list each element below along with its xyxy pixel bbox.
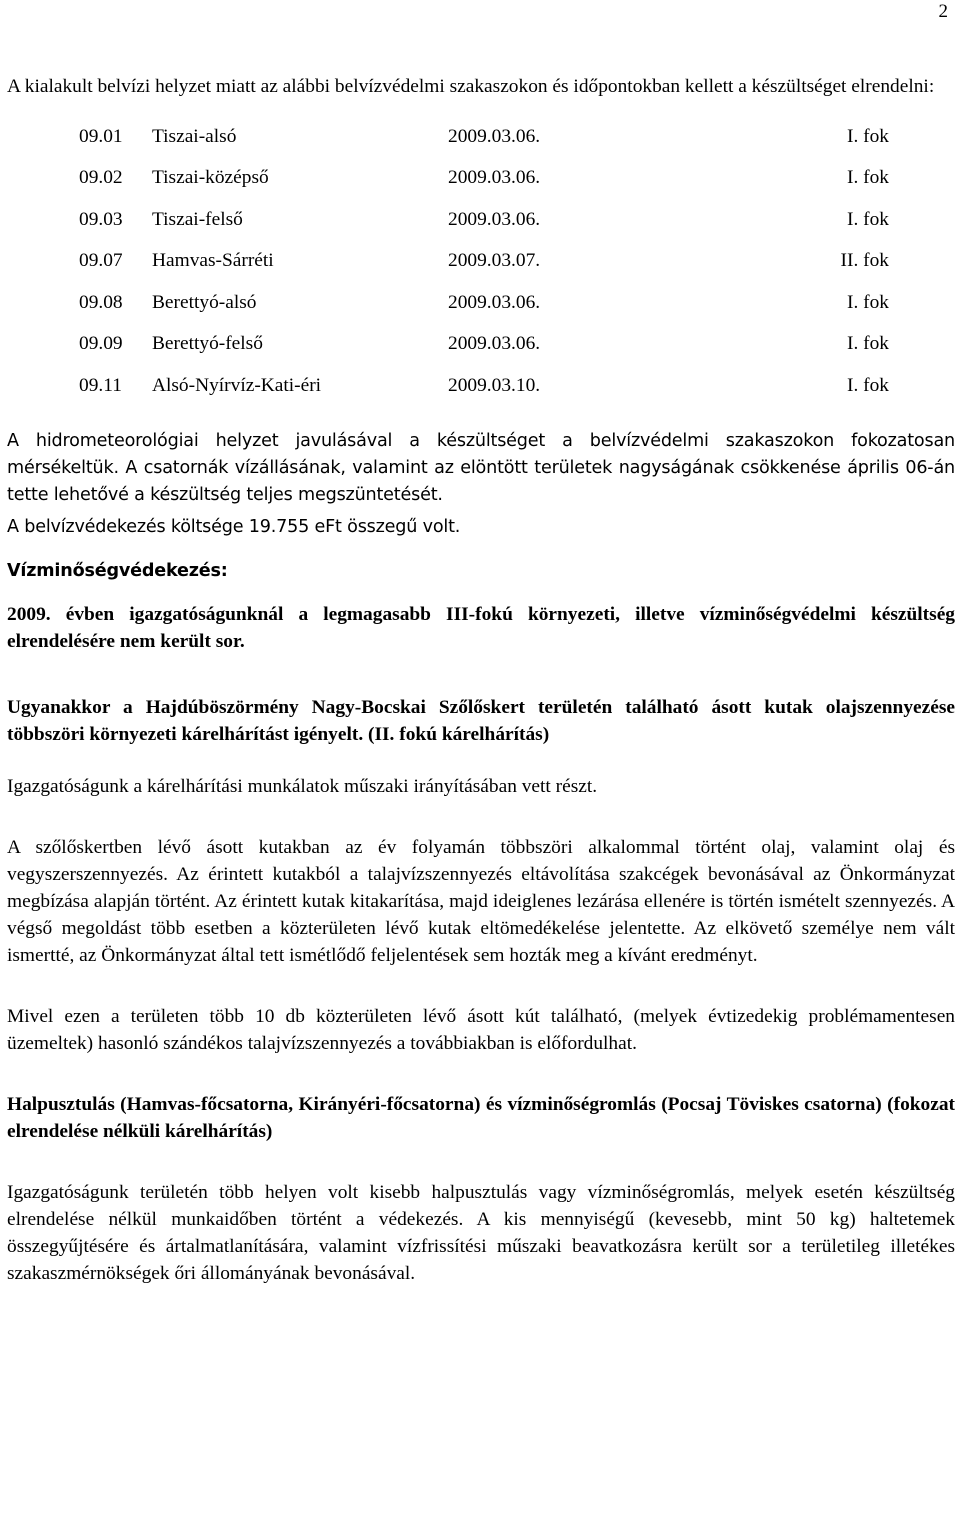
table-row (79, 199, 889, 241)
section-code: 09.11 (79, 374, 122, 396)
section-level: I. fok (846, 374, 889, 396)
section-level: I. fok (846, 208, 889, 230)
intro-paragraph: A kialakult belvízi helyzet miatt az alábbi belvízvédelmi szakaszokon és időpontokban kellett a készültséget elrendelni: (7, 76, 935, 97)
section-code: 09.09 (79, 333, 123, 355)
section-date: 2009.03.07. (448, 250, 541, 272)
section-level: I. fok (846, 291, 889, 313)
hidrometeorology-paragraph: A hidrometeorológiai helyzet javulásával a készültséget a belvízvédelmi szakaszokon fokozatosan mérsékeltük. A csatornák vízállásának, valamint az elöntött területek nagyságának csökkenése április 06-án tette lehetővé a készültség teljes megszüntetését. (7, 430, 955, 505)
table-row (79, 282, 889, 324)
szoloskert-paragraph: A szőlőskertben lévő ásott kutakban az év folyamán többszöri alkalommal történt olaj, valamint olaj és vegyszerszennyezés. Az érintett kutakból a talajvízszennyezés eltávolítása szakcégek bevonásával az Önkormányzat megbízása alapján történt. Az érintett kutak kitakarítása, majd ideiglenes lezárása ellenére is történ ismételt szennyezés. A végső megoldást több esetben a közterületen lévő kutak eltömedékelése jelentette. Az elkövető személye nem vált ismertté, az Önkormányzat által tett ismétlődő feljelentések sem hozták meg a kívánt eredményt. (7, 836, 955, 966)
section-level: I. fok (846, 125, 889, 147)
table-row (79, 324, 889, 366)
table-row (79, 158, 889, 200)
section-level: I. fok (846, 167, 889, 189)
section-level: I. fok (846, 333, 889, 355)
page-number: 2 (938, 1, 948, 22)
section-level: II. fok (840, 250, 889, 272)
section-code: 09.03 (79, 208, 123, 230)
table-row (79, 116, 889, 158)
section-name: Berettyó-felső (152, 333, 263, 355)
section-name: Tiszai-alsó (152, 125, 237, 147)
section-date: 2009.03.06. (448, 208, 541, 230)
section-date: 2009.03.06. (448, 125, 541, 147)
section-table (79, 116, 889, 407)
mivel-paragraph: Mivel ezen a területen több 10 db közterületen lévő ásott kút található, (melyek évtizedekig problémamentesen üzemeltek) hasonló szándékos talajvízszennyezés a továbbiakban is előfordulhat. (7, 1005, 955, 1054)
section-name: Berettyó-alsó (152, 291, 257, 313)
halpusztulas-paragraph: Igazgatóságunk területén több helyen volt kisebb halpusztulás vagy vízminőségromlás, melyek esetén készültség elrendelése nélkül munkaidőben történt a védekezés. A kis mennyiségű (kevesebb, mint 50 kg) haltetemek összegyűjtésére és ártalmatlanítására, valamint vízfrissítési műszaki beavatkozásra került sor a területileg illetékes szakaszmérnökségek őri állományának bevonásával. (7, 1181, 955, 1284)
section-date: 2009.03.10. (448, 374, 541, 396)
bold-2009-paragraph: 2009. évben igazgatóságunknál a legmagasabb III-fokú környezeti, illetve vízminőségvédelmi készültség elrendelésére nem került sor. (7, 603, 955, 652)
section-code: 09.02 (79, 167, 123, 189)
document-body (7, 73, 955, 1287)
water-quality-title: Vízminőségvédekezés: (7, 560, 228, 581)
section-date: 2009.03.06. (448, 291, 541, 313)
section-name: Alsó-Nyírvíz-Kati-éri (152, 374, 322, 396)
section-name: Hamvas-Sárréti (152, 250, 274, 272)
section-date: 2009.03.06. (448, 333, 541, 355)
bold-ugyanakkor-paragraph: Ugyanakkor a Hajdúböszörmény Nagy-Bocskai Szőlőskert területén található ásott kutak olajszennyezése többszöri környezeti kárelhárítást igényelt. (II. fokú kárelhárítás) (7, 696, 955, 745)
table-row (79, 365, 889, 407)
section-name: Tiszai-felső (152, 208, 243, 230)
igazgatosag-line: Igazgatóságunk a kárelhárítási munkálatok műszaki irányításában vett részt. (7, 775, 598, 797)
section-code: 09.01 (79, 125, 123, 147)
section-code: 09.07 (79, 250, 123, 272)
table-row (79, 241, 889, 283)
section-name: Tiszai-középső (152, 167, 269, 189)
cost-line: A belvízvédekezés költsége 19.755 eFt összegű volt. (7, 516, 461, 537)
halpusztulas-title: Halpusztulás (Hamvas-főcsatorna, Kirányéri-főcsatorna) és vízminőségromlás (Pocsaj Töviskes csatorna) (fokozat elrendelése nélküli kárelhárítás) (7, 1093, 955, 1142)
section-code: 09.08 (79, 291, 123, 313)
section-date: 2009.03.06. (448, 167, 541, 189)
